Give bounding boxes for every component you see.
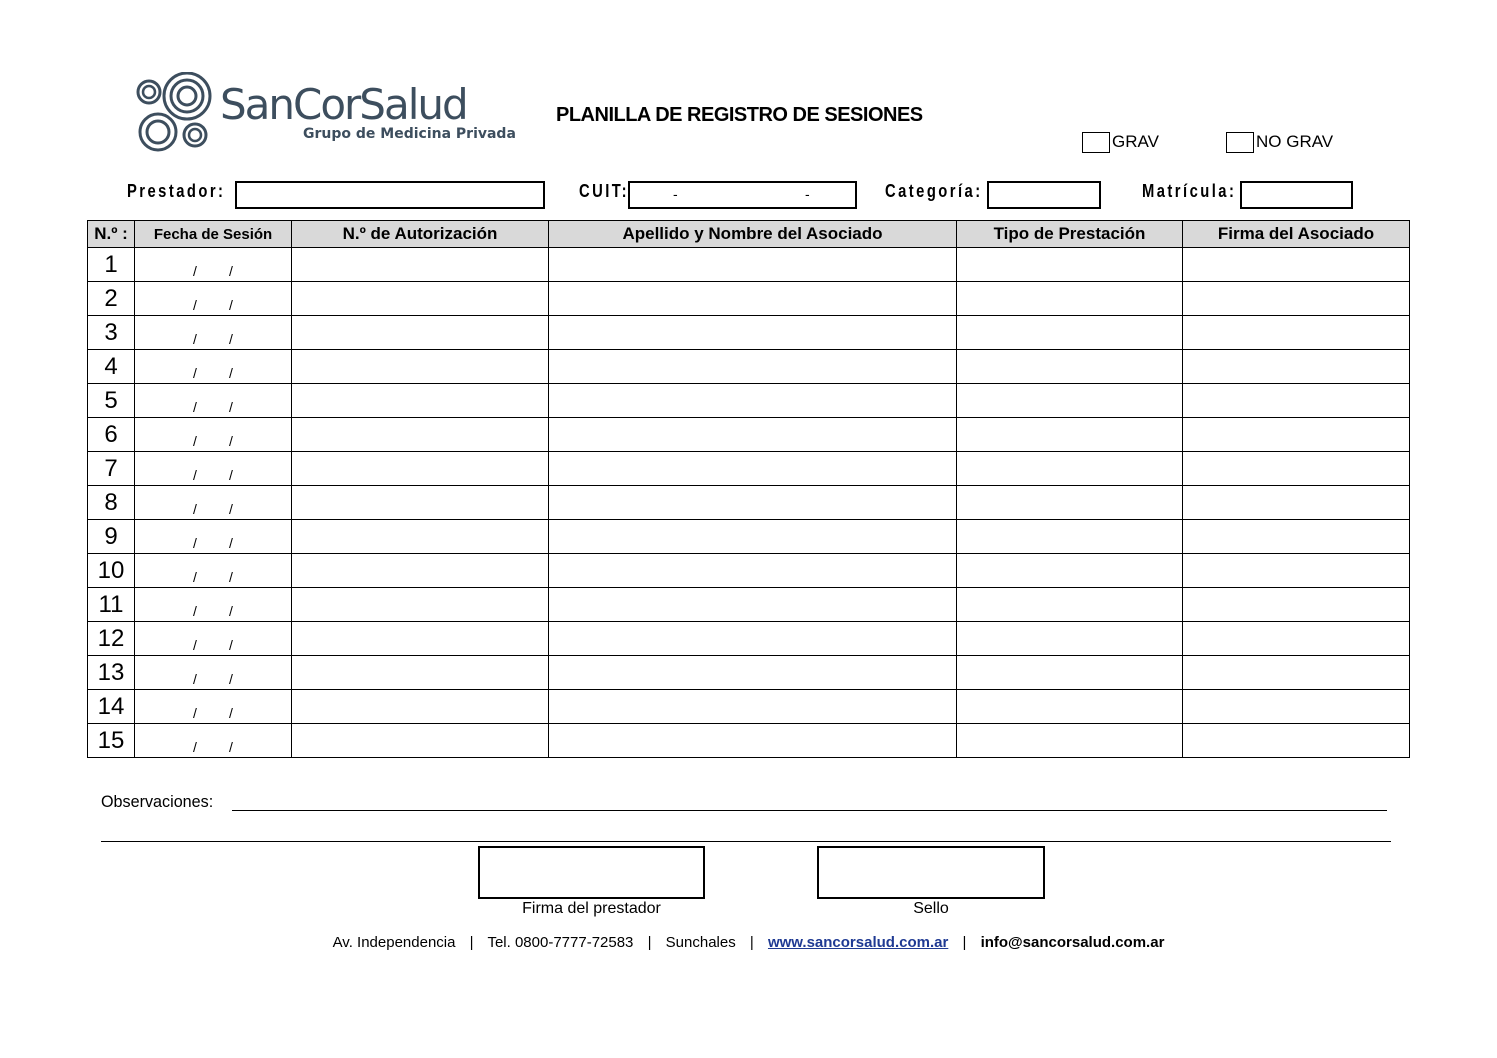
autorizacion-cell[interactable] [292, 248, 549, 282]
table-row [88, 248, 1410, 282]
asociado-cell[interactable] [549, 724, 957, 758]
autorizacion-cell[interactable] [292, 418, 549, 452]
autorizacion-cell[interactable] [292, 486, 549, 520]
date-separator: / [229, 602, 233, 619]
footer-phone: Tel. 0800-7777-72583 [487, 934, 634, 951]
cuit-field[interactable] [628, 181, 857, 209]
asociado-cell[interactable] [549, 350, 957, 384]
row-number: 11 [88, 588, 135, 622]
date-separator: / [193, 262, 197, 279]
matricula-label: Matrícula: [1142, 181, 1237, 201]
date-separator: / [229, 534, 233, 551]
date-separator: / [193, 500, 197, 517]
brand-tagline: Grupo de Medicina Privada [303, 126, 516, 142]
tipo-cell[interactable] [957, 690, 1183, 724]
tipo-cell[interactable] [957, 248, 1183, 282]
date-separator: / [193, 704, 197, 721]
row-number: 14 [88, 690, 135, 724]
autorizacion-cell[interactable] [292, 554, 549, 588]
header-autorizacion: N.º de Autorización [292, 221, 549, 248]
asociado-cell[interactable] [549, 486, 957, 520]
tipo-cell[interactable] [957, 418, 1183, 452]
brand-name: SanCorSalud [220, 80, 467, 129]
table-row [88, 316, 1410, 350]
fecha-cell[interactable] [135, 316, 292, 350]
header-fecha: Fecha de Sesión [135, 221, 292, 248]
date-separator: / [193, 738, 197, 755]
firma-cell[interactable] [1183, 622, 1410, 656]
autorizacion-cell[interactable] [292, 452, 549, 486]
firma-cell[interactable] [1183, 588, 1410, 622]
fecha-cell[interactable] [135, 622, 292, 656]
footer-email[interactable]: info@sancorsalud.com.ar [980, 934, 1165, 951]
footer-city: Sunchales [665, 934, 736, 951]
asociado-cell[interactable] [549, 316, 957, 350]
table-row [88, 282, 1410, 316]
date-separator: / [193, 398, 197, 415]
table-row [88, 690, 1410, 724]
date-separator: / [229, 398, 233, 415]
firma-cell[interactable] [1183, 724, 1410, 758]
asociado-cell[interactable] [549, 622, 957, 656]
firma-cell[interactable] [1183, 656, 1410, 690]
date-separator: / [193, 330, 197, 347]
table-row [88, 418, 1410, 452]
table-row [88, 656, 1410, 690]
firma-cell[interactable] [1183, 316, 1410, 350]
brand-logo-mark [132, 72, 218, 156]
document-title: PLANILLA DE REGISTRO DE SESIONES [556, 104, 923, 126]
row-number: 10 [88, 554, 135, 588]
date-separator: / [229, 432, 233, 449]
autorizacion-cell[interactable] [292, 316, 549, 350]
footer-address: Av. Independencia [332, 934, 456, 951]
table-row [88, 384, 1410, 418]
fecha-cell[interactable] [135, 418, 292, 452]
autorizacion-cell[interactable] [292, 690, 549, 724]
firma-cell[interactable] [1183, 418, 1410, 452]
firma-prestador-label: Firma del prestador [522, 900, 661, 917]
tipo-cell[interactable] [957, 316, 1183, 350]
fecha-cell[interactable] [135, 656, 292, 690]
fecha-cell[interactable] [135, 588, 292, 622]
header-firma: Firma del Asociado [1183, 221, 1410, 248]
footer-separator: | [469, 934, 474, 951]
asociado-cell[interactable] [549, 282, 957, 316]
table-row [88, 554, 1410, 588]
rings-logo-icon [132, 72, 218, 156]
cuit-dash-1: - [673, 186, 678, 202]
date-separator: / [193, 432, 197, 449]
sessions-table [87, 220, 1410, 758]
tipo-cell[interactable] [957, 486, 1183, 520]
asociado-cell[interactable] [549, 452, 957, 486]
sello-box[interactable] [817, 846, 1045, 899]
date-separator: / [193, 534, 197, 551]
tipo-cell[interactable] [957, 622, 1183, 656]
firma-cell[interactable] [1183, 690, 1410, 724]
tipo-cell[interactable] [957, 350, 1183, 384]
fecha-cell[interactable] [135, 384, 292, 418]
firma-cell[interactable] [1183, 520, 1410, 554]
row-number: 8 [88, 486, 135, 520]
table-row [88, 486, 1410, 520]
fecha-cell[interactable] [135, 520, 292, 554]
date-separator: / [193, 602, 197, 619]
table-row [88, 588, 1410, 622]
date-separator: / [193, 568, 197, 585]
autorizacion-cell[interactable] [292, 588, 549, 622]
date-separator: / [229, 296, 233, 313]
categoria-label: Categoría: [885, 181, 983, 201]
header-tipo: Tipo de Prestación [957, 221, 1183, 248]
row-number: 6 [88, 418, 135, 452]
asociado-cell[interactable] [549, 520, 957, 554]
prestador-field[interactable] [235, 181, 545, 209]
row-number: 3 [88, 316, 135, 350]
tipo-cell[interactable] [957, 656, 1183, 690]
table-header-row [88, 221, 1410, 248]
row-number: 12 [88, 622, 135, 656]
observaciones-line-1[interactable] [232, 810, 1387, 811]
date-separator: / [229, 636, 233, 653]
autorizacion-cell[interactable] [292, 520, 549, 554]
tipo-cell[interactable] [957, 520, 1183, 554]
row-number: 5 [88, 384, 135, 418]
autorizacion-cell[interactable] [292, 656, 549, 690]
asociado-cell[interactable] [549, 418, 957, 452]
firma-prestador-box[interactable] [478, 846, 705, 899]
footer [0, 934, 1497, 951]
observaciones-line-2[interactable] [101, 841, 1391, 842]
date-separator: / [229, 568, 233, 585]
date-separator: / [229, 500, 233, 517]
firma-cell[interactable] [1183, 384, 1410, 418]
header-num: N.º : [88, 221, 135, 248]
firma-cell[interactable] [1183, 554, 1410, 588]
autorizacion-cell[interactable] [292, 384, 549, 418]
categoria-field[interactable] [987, 181, 1101, 209]
table-row [88, 520, 1410, 554]
firma-cell[interactable] [1183, 350, 1410, 384]
firma-cell[interactable] [1183, 452, 1410, 486]
matricula-field[interactable] [1240, 181, 1353, 209]
footer-separator: | [962, 934, 967, 951]
tipo-cell[interactable] [957, 384, 1183, 418]
fecha-cell[interactable] [135, 724, 292, 758]
date-separator: / [193, 296, 197, 313]
row-number: 2 [88, 282, 135, 316]
grav-label: GRAV [1112, 132, 1159, 151]
fecha-cell[interactable] [135, 282, 292, 316]
date-separator: / [229, 262, 233, 279]
footer-web-link[interactable]: www.sancorsalud.com.ar [767, 934, 949, 951]
date-separator: / [229, 330, 233, 347]
date-separator: / [229, 466, 233, 483]
asociado-cell[interactable] [549, 588, 957, 622]
cuit-dash-2: - [805, 186, 810, 202]
autorizacion-cell[interactable] [292, 622, 549, 656]
tipo-cell[interactable] [957, 452, 1183, 486]
sello-label: Sello [913, 900, 949, 917]
date-separator: / [229, 670, 233, 687]
date-separator: / [193, 364, 197, 381]
prestador-label: Prestador: [127, 181, 226, 201]
asociado-cell[interactable] [549, 690, 957, 724]
observaciones-label: Observaciones: [101, 792, 214, 811]
fecha-cell[interactable] [135, 452, 292, 486]
fecha-cell[interactable] [135, 248, 292, 282]
date-separator: / [193, 466, 197, 483]
date-separator: / [229, 738, 233, 755]
date-separator: / [229, 704, 233, 721]
asociado-cell[interactable] [549, 248, 957, 282]
row-number: 13 [88, 656, 135, 690]
row-number: 7 [88, 452, 135, 486]
date-separator: / [193, 670, 197, 687]
row-number: 9 [88, 520, 135, 554]
table-row [88, 622, 1410, 656]
firma-cell[interactable] [1183, 248, 1410, 282]
table-row [88, 452, 1410, 486]
header-asociado: Apellido y Nombre del Asociado [549, 221, 957, 248]
fecha-cell[interactable] [135, 690, 292, 724]
firma-cell[interactable] [1183, 486, 1410, 520]
row-number: 4 [88, 350, 135, 384]
table-row [88, 724, 1410, 758]
row-number: 15 [88, 724, 135, 758]
asociado-cell[interactable] [549, 656, 957, 690]
tipo-cell[interactable] [957, 554, 1183, 588]
autorizacion-cell[interactable] [292, 350, 549, 384]
fecha-cell[interactable] [135, 486, 292, 520]
date-separator: / [229, 364, 233, 381]
footer-separator: | [749, 934, 754, 951]
firma-cell[interactable] [1183, 282, 1410, 316]
tipo-cell[interactable] [957, 282, 1183, 316]
footer-separator: | [647, 934, 652, 951]
asociado-cell[interactable] [549, 384, 957, 418]
autorizacion-cell[interactable] [292, 724, 549, 758]
row-number: 1 [88, 248, 135, 282]
no-grav-label: NO GRAV [1256, 132, 1334, 151]
no-grav-checkbox[interactable] [1226, 132, 1254, 153]
date-separator: / [193, 636, 197, 653]
tipo-cell[interactable] [957, 588, 1183, 622]
grav-checkbox[interactable] [1082, 132, 1110, 153]
autorizacion-cell[interactable] [292, 282, 549, 316]
asociado-cell[interactable] [549, 554, 957, 588]
fecha-cell[interactable] [135, 350, 292, 384]
table-row [88, 350, 1410, 384]
cuit-label: CUIT: [579, 181, 630, 201]
fecha-cell[interactable] [135, 554, 292, 588]
tipo-cell[interactable] [957, 724, 1183, 758]
